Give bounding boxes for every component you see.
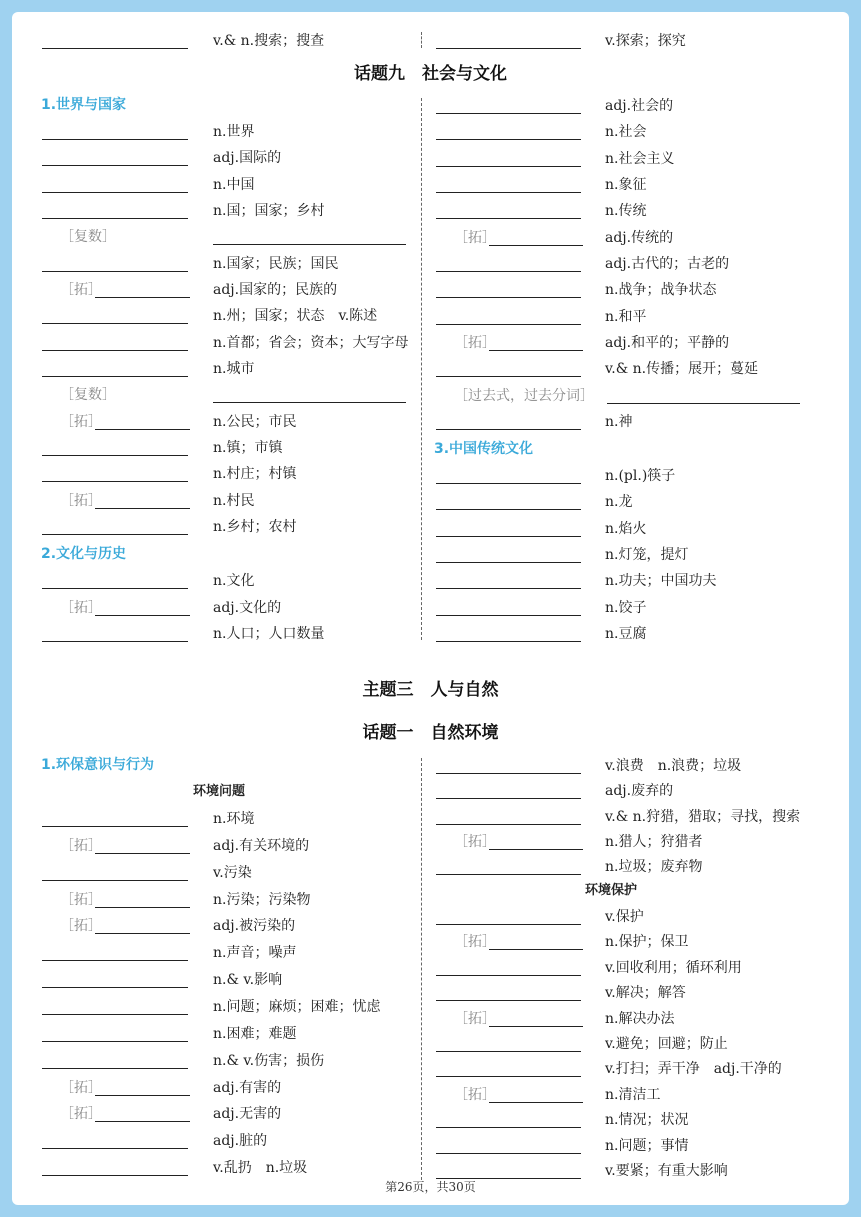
- topic-title: 话题一 自然环境: [362, 723, 499, 743]
- answer-blank[interactable]: [489, 245, 583, 246]
- definition: v.打扫；弄干净 adj.干净的: [605, 1061, 782, 1078]
- definition: n.焰火: [605, 520, 647, 537]
- definition: n.困难；难题: [213, 1025, 297, 1042]
- extension-tag: ［拓］: [60, 281, 102, 298]
- definition: n.世界: [213, 124, 255, 140]
- answer-blank[interactable]: [436, 773, 581, 774]
- answer-blank[interactable]: [42, 192, 188, 193]
- definition: n.城市: [213, 360, 255, 377]
- answer-blank[interactable]: [95, 907, 190, 908]
- answer-blank[interactable]: [42, 271, 188, 272]
- extension-tag: ［拓］: [454, 833, 496, 850]
- answer-blank[interactable]: [489, 1102, 583, 1103]
- definition: adj.有关环境的: [213, 837, 310, 854]
- answer-blank[interactable]: [95, 429, 190, 430]
- answer-blank[interactable]: [42, 826, 188, 827]
- answer-blank[interactable]: [42, 1068, 188, 1069]
- definition: v.要紧；有重大影响: [605, 1163, 728, 1179]
- definition: n.(pl.)筷子: [605, 468, 676, 484]
- answer-blank[interactable]: [436, 324, 581, 325]
- section-title: 3.中国传统文化: [434, 441, 534, 457]
- definition: n.国；国家；乡村: [213, 202, 325, 219]
- definition: n.功夫；中国功夫: [605, 573, 717, 590]
- definition: adj.文化的: [213, 599, 282, 616]
- section-title: 2.文化与历史: [41, 546, 127, 562]
- answer-blank[interactable]: [42, 350, 188, 351]
- answer-blank[interactable]: [42, 139, 188, 140]
- answer-blank[interactable]: [436, 483, 581, 484]
- column-divider: [421, 758, 422, 1180]
- definition: n.清洁工: [605, 1086, 661, 1103]
- definition: n.垃圾；废弃物: [605, 859, 703, 875]
- definition: v.探索；探究: [605, 33, 686, 49]
- answer-blank[interactable]: [42, 1041, 188, 1042]
- definition: adj.国家的；民族的: [213, 281, 338, 298]
- definition: n.豆腐: [605, 625, 647, 642]
- subsection-title: 环境保护: [585, 883, 638, 898]
- answer-blank[interactable]: [436, 1000, 581, 1001]
- answer-blank[interactable]: [436, 297, 581, 298]
- answer-blank[interactable]: [436, 48, 581, 49]
- answer-blank[interactable]: [436, 874, 581, 875]
- definition: n.文化: [213, 573, 255, 589]
- answer-blank[interactable]: [213, 244, 406, 245]
- column-divider: [421, 32, 422, 48]
- worksheet-page: [12, 12, 849, 1205]
- section-title: 1.环保意识与行为: [41, 757, 155, 773]
- definition: n.传统: [605, 203, 647, 220]
- definition: v.乱扔 n.垃圾: [213, 1160, 308, 1177]
- definition: v.& n.搜索；搜查: [213, 33, 325, 49]
- definition: n.人口；人口数量: [213, 626, 325, 642]
- definition: n.龙: [605, 494, 633, 511]
- extension-tag: ［拓］: [454, 934, 496, 951]
- definition: n.环境: [213, 811, 255, 827]
- definition: n.乡村；农村: [213, 518, 297, 535]
- definition: v.污染: [213, 864, 252, 881]
- definition: n.饺子: [605, 599, 647, 616]
- answer-blank[interactable]: [436, 1153, 581, 1154]
- answer-blank[interactable]: [489, 849, 583, 850]
- answer-blank[interactable]: [95, 615, 190, 616]
- definition: v.避免；回避；防止: [605, 1036, 728, 1052]
- answer-blank[interactable]: [436, 562, 581, 563]
- answer-blank[interactable]: [42, 165, 188, 166]
- definition: n.保护；保卫: [605, 934, 689, 951]
- answer-blank[interactable]: [42, 641, 188, 642]
- definition: n.灯笼，提灯: [605, 546, 689, 563]
- definition: v.& n.传播；展开；蔓延: [605, 361, 759, 378]
- answer-blank[interactable]: [42, 481, 188, 482]
- definition: v.保护: [605, 909, 644, 925]
- definition: n.问题；麻烦；困难；忧虑: [213, 998, 381, 1015]
- answer-blank[interactable]: [42, 1148, 188, 1149]
- definition: n.战争；战争状态: [605, 282, 717, 299]
- extension-tag: ［拓］: [60, 891, 102, 908]
- definition: n.声音；噪声: [213, 945, 297, 962]
- definition: n.村庄；村镇: [213, 466, 297, 483]
- definition: adj.国际的: [213, 150, 282, 167]
- answer-blank[interactable]: [436, 376, 581, 377]
- definition: n.社会: [605, 124, 647, 141]
- answer-blank[interactable]: [42, 48, 188, 49]
- definition: n.国家；民族；国民: [213, 255, 339, 272]
- definition: n.问题；事情: [605, 1137, 689, 1154]
- extension-tag: ［拓］: [454, 1086, 496, 1103]
- definition: n.& v.影响: [213, 972, 283, 989]
- definition: v.& n.狩猎，猎取；寻找，搜索: [605, 808, 801, 825]
- answer-blank[interactable]: [436, 509, 581, 510]
- definition: adj.和平的；平静的: [605, 334, 730, 351]
- answer-blank[interactable]: [95, 933, 190, 934]
- answer-blank[interactable]: [42, 880, 188, 881]
- answer-blank[interactable]: [436, 588, 581, 589]
- extension-tag: ［拓］: [60, 837, 102, 854]
- answer-blank[interactable]: [436, 536, 581, 537]
- definition: n.公民；市民: [213, 413, 297, 430]
- definition: n.中国: [213, 176, 255, 193]
- definition: v.解决；解答: [605, 985, 686, 1002]
- answer-blank[interactable]: [489, 350, 583, 351]
- extension-tag: ［拓］: [60, 413, 102, 430]
- answer-blank[interactable]: [42, 1175, 188, 1176]
- answer-blank[interactable]: [436, 975, 581, 976]
- extension-tag: ［拓］: [454, 334, 496, 351]
- answer-blank[interactable]: [436, 192, 581, 193]
- answer-blank[interactable]: [436, 924, 581, 925]
- definition: n.情况；状况: [605, 1112, 689, 1129]
- answer-blank[interactable]: [42, 534, 188, 535]
- answer-blank[interactable]: [436, 271, 581, 272]
- answer-blank[interactable]: [42, 1014, 188, 1015]
- section-title: 1.世界与国家: [41, 97, 127, 113]
- definition: n.神: [605, 413, 633, 430]
- definition: n.和平: [605, 308, 647, 325]
- definition: adj.被污染的: [213, 918, 296, 935]
- answer-blank[interactable]: [95, 853, 190, 854]
- answer-blank[interactable]: [436, 1127, 581, 1128]
- definition: n.猎人；狩猎者: [605, 833, 703, 850]
- answer-blank[interactable]: [436, 113, 581, 114]
- page-number: 第26页，共30页: [385, 1180, 476, 1194]
- answer-blank[interactable]: [436, 218, 581, 219]
- definition: adj.废弃的: [605, 783, 674, 800]
- extension-tag: ［拓］: [60, 599, 102, 616]
- answer-blank[interactable]: [42, 323, 188, 324]
- definition: n.村民: [213, 492, 255, 509]
- answer-blank[interactable]: [95, 1121, 190, 1122]
- answer-blank[interactable]: [95, 1095, 190, 1096]
- definition: n.污染；污染物: [213, 891, 311, 908]
- answer-blank[interactable]: [95, 297, 190, 298]
- extension-tag: ［拓］: [60, 1106, 102, 1123]
- answer-blank[interactable]: [42, 376, 188, 377]
- answer-blank[interactable]: [436, 1178, 581, 1179]
- answer-blank[interactable]: [436, 615, 581, 616]
- definition: n.镇；市镇: [213, 439, 283, 456]
- definition: adj.有害的: [213, 1079, 282, 1096]
- definition: n.象征: [605, 176, 647, 193]
- extension-tag: ［拓］: [60, 918, 102, 935]
- definition: n.解决办法: [605, 1010, 675, 1027]
- definition: adj.无害的: [213, 1106, 282, 1123]
- definition: adj.古代的；古老的: [605, 255, 730, 272]
- definition: n.社会主义: [605, 150, 675, 167]
- answer-blank[interactable]: [436, 429, 581, 430]
- definition: v.浪费 n.浪费；垃圾: [605, 758, 742, 774]
- answer-blank[interactable]: [436, 798, 581, 799]
- answer-blank[interactable]: [42, 987, 188, 988]
- extension-tag: ［拓］: [60, 492, 102, 509]
- answer-blank[interactable]: [436, 641, 581, 642]
- definition: v.回收利用；循环利用: [605, 959, 742, 976]
- answer-blank[interactable]: [489, 949, 583, 950]
- answer-blank[interactable]: [436, 1076, 581, 1077]
- subsection-title: 环境问题: [193, 784, 246, 799]
- extension-tag: ［拓］: [454, 229, 496, 246]
- definition: adj.脏的: [213, 1133, 268, 1150]
- answer-blank[interactable]: [436, 166, 581, 167]
- form-tag: ［过去式，过去分词］: [454, 387, 594, 404]
- definition: n.首都；省会；资本；大写字母: [213, 334, 409, 351]
- answer-blank[interactable]: [213, 402, 406, 403]
- definition: adj.社会的: [605, 98, 674, 114]
- answer-blank[interactable]: [436, 139, 581, 140]
- answer-blank[interactable]: [42, 218, 188, 219]
- topic-title: 话题九 社会与文化: [354, 64, 507, 84]
- extension-tag: ［拓］: [454, 1010, 496, 1027]
- extension-tag: ［拓］: [60, 1079, 102, 1096]
- form-tag: ［复数］: [60, 229, 116, 246]
- definition: adj.传统的: [605, 229, 674, 246]
- answer-blank[interactable]: [42, 455, 188, 456]
- definition: n.州；国家；状态 v.陈述: [213, 308, 378, 325]
- answer-blank[interactable]: [607, 403, 800, 404]
- answer-blank[interactable]: [436, 824, 581, 825]
- answer-blank[interactable]: [42, 588, 188, 589]
- definition: n.& v.伤害；损伤: [213, 1052, 325, 1069]
- answer-blank[interactable]: [95, 508, 190, 509]
- answer-blank[interactable]: [489, 1026, 583, 1027]
- answer-blank[interactable]: [42, 960, 188, 961]
- answer-blank[interactable]: [436, 1051, 581, 1052]
- column-divider: [421, 98, 422, 640]
- form-tag: ［复数］: [60, 387, 116, 404]
- theme-title: 主题三 人与自然: [362, 680, 499, 700]
